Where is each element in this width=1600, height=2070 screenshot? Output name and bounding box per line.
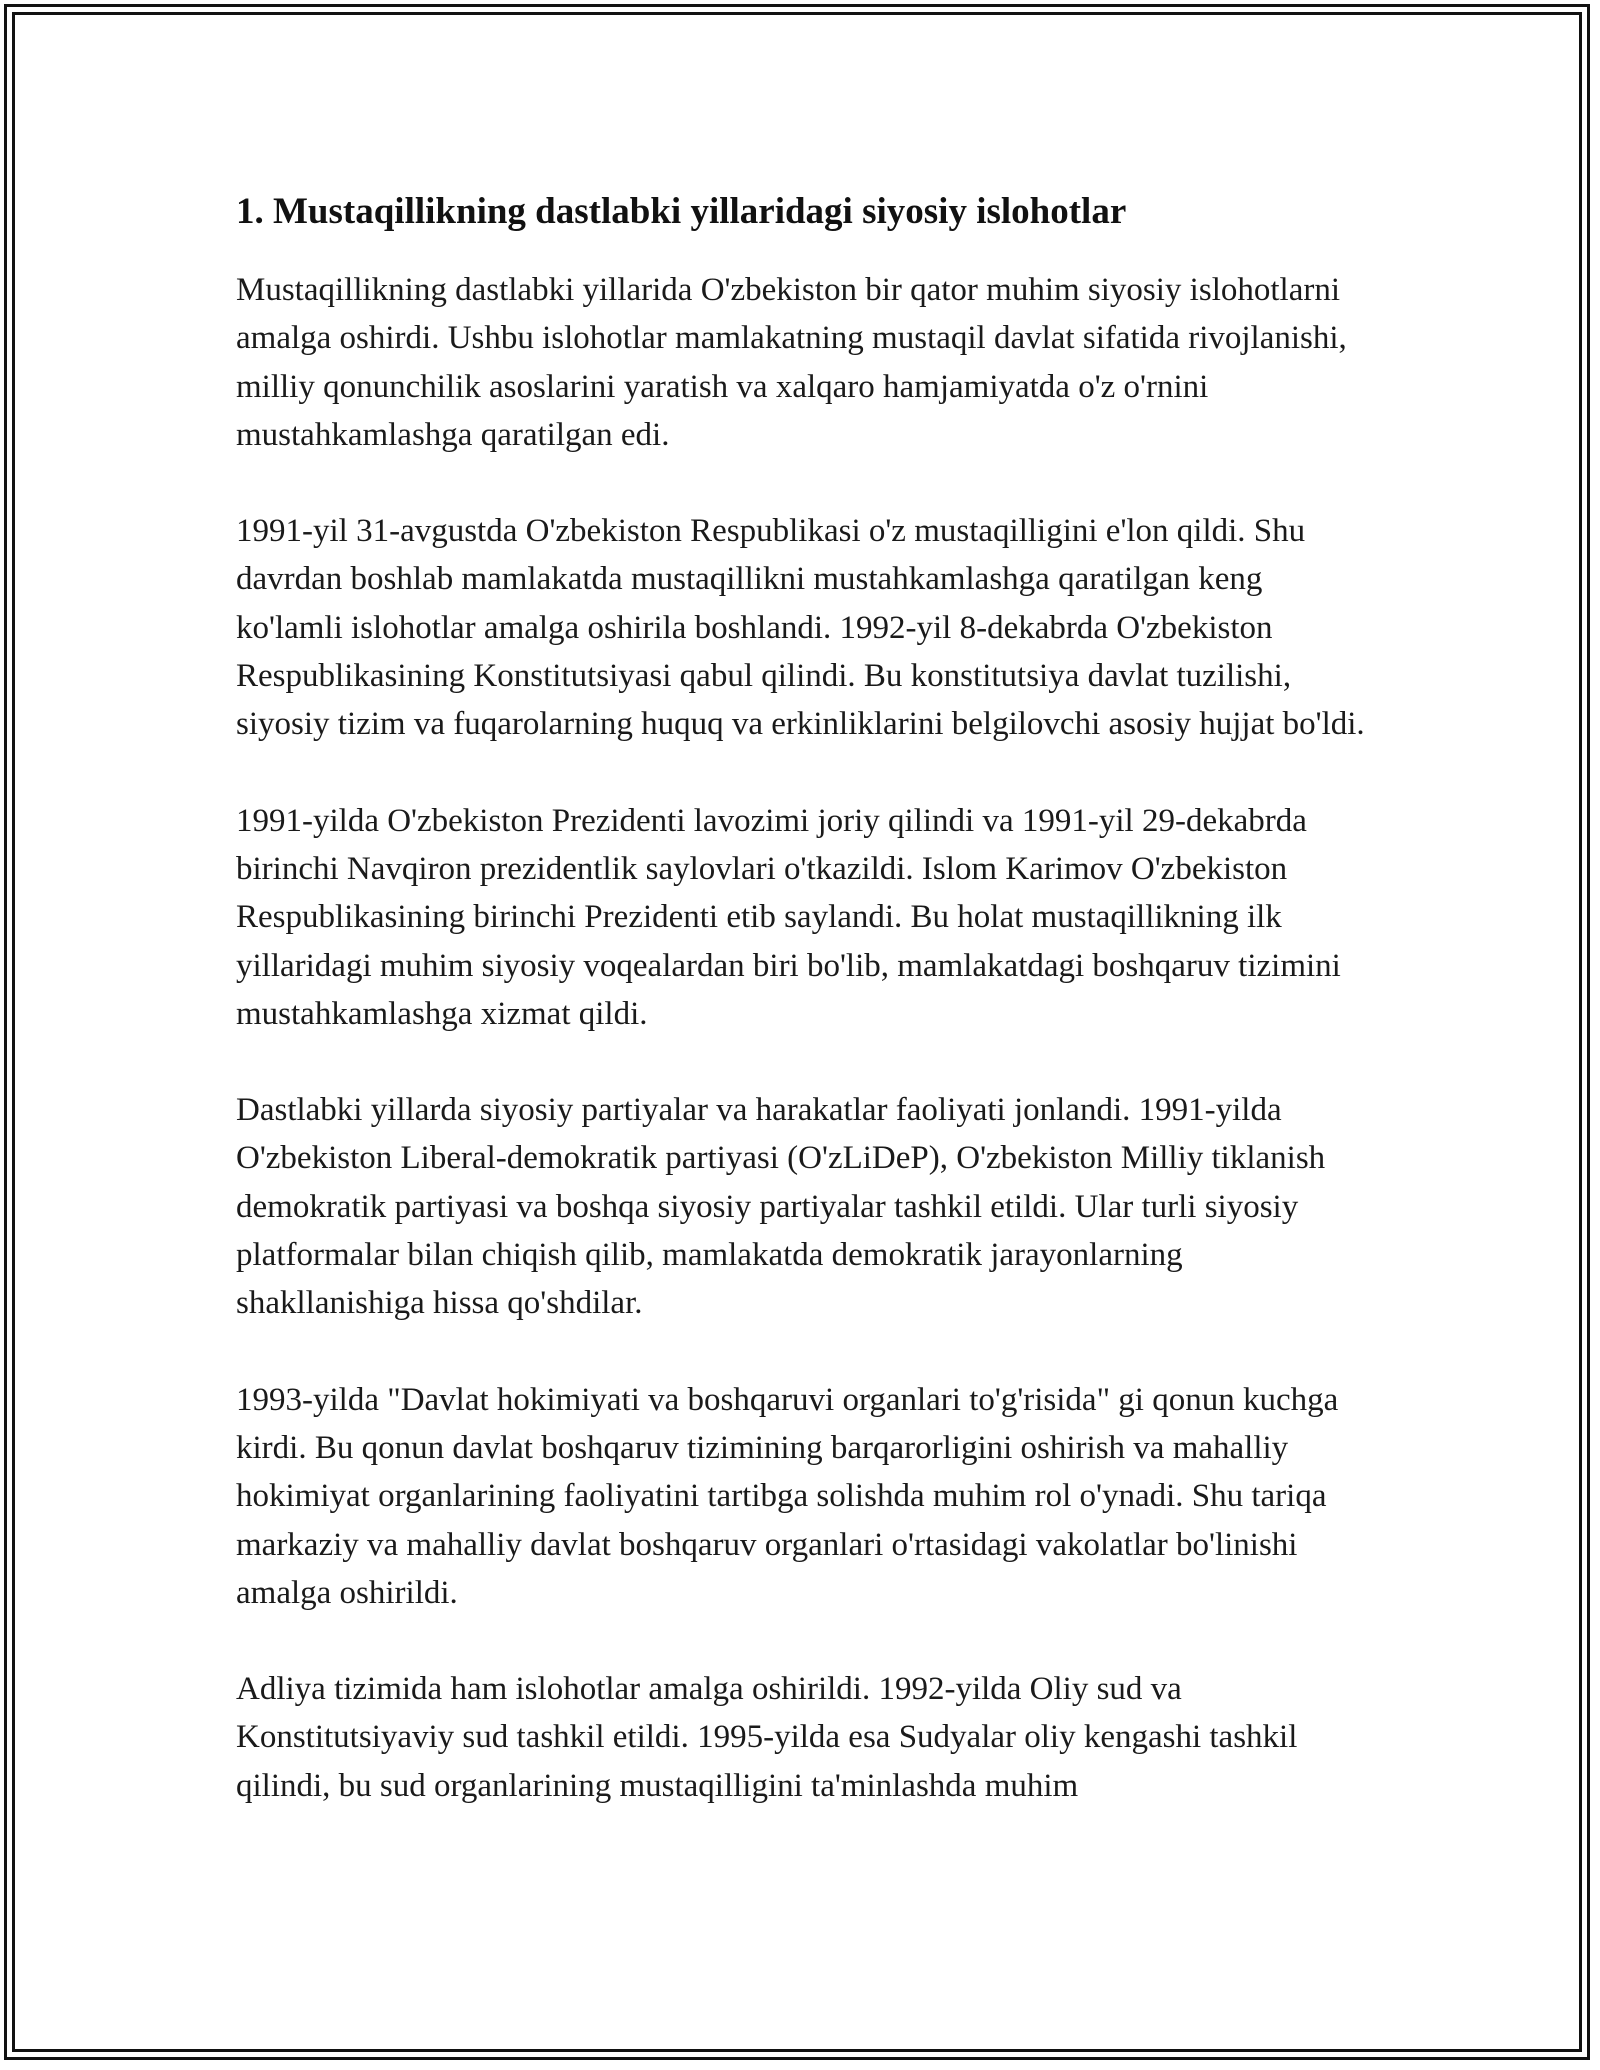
paragraph-5: 1993-yilda "Davlat hokimiyati va boshqaruvi organlari to'g'risida" gi qonun kuchga kirdi. Bu qonun davlat boshqaruv tizimining barqarorligini oshirish va mahalliy hokimiyat organlarining faoliyatini tartibga solishda muhim rol o'ynadi. Shu tariqa markaziy va mahalliy davlat boshqaruv organlari o'rtasidagi vakolatlar bo'linishi amalga oshirildi. (236, 1381, 1339, 1611)
paragraph-3: 1991-yilda O'zbekiston Prezidenti lavozimi joriy qilindi va 1991-yil 29-dekabrda birinchi Navqiron prezidentlik saylovlari o'tkazildi. Islom Karimov O'zbekiston Respublikasining birinchi Prezidenti etib saylandi. Bu holat mustaqillikning ilk yillaridagi muhim siyosiy voqealardan biri bo'lib, mamlakatdagi boshqaruv tizimini mustahkamlashga xizmat qildi. (236, 802, 1341, 1032)
document-body (236, 186, 1366, 1858)
paragraph-1: Mustaqillikning dastlabki yillarida O'zbekiston bir qator muhim siyosiy islohotlarni amalga oshirdi. Ushbu islohotlar mamlakatning mustaqil davlat sifatida rivojlanishi, milliy qonunchilik asoslarini yaratish va xalqaro hamjamiyatda o'z o'rnini mustahkamlashga qaratilgan edi. (236, 272, 1347, 453)
paragraph-4: Dastlabki yillarda siyosiy partiyalar va harakatlar faoliyati jonlandi. 1991-yilda O'zbekiston Liberal-demokratik partiyasi (O'zLiDeP), O'zbekiston Milliy tiklanish demokratik partiyasi va boshqa siyosiy partiyalar tashkil etildi. Ular turli siyosiy platformalar bilan chiqish qilib, mamlakatda demokratik jarayonlarning shakllanishiga hissa qo'shdilar. (236, 1092, 1326, 1322)
paragraph-6: Adliya tizimida ham islohotlar amalga oshirildi. 1992-yilda Oliy sud va Konstitutsiyaviy sud tashkil etildi. 1995-yilda esa Sudyalar oliy kengashi tashkil qilindi, bu sud organlarining mustaqilligini ta'minlashda muhim (236, 1671, 1298, 1804)
section-title: 1. Mustaqillikning dastlabki yillaridagi siyosiy islohotlar (236, 191, 1127, 232)
paragraph-2: 1991-yil 31-avgustda O'zbekiston Respublikasi o'z mustaqilligini e'lon qildi. Shu davrdan boshlab mamlakatda mustaqillikni mustahkamlashga qaratilgan keng ko'lamli islohotlar amalga oshirila boshlandi. 1992-yil 8-dekabrda O'zbekiston Respublikasining Konstitutsiyasi qabul qilindi. Bu konstitutsiya davlat tuzilishi, siyosiy tizim va fuqarolarning huquq va erkinliklarini belgilovchi asosiy hujjat bo'ldi. (236, 513, 1365, 743)
